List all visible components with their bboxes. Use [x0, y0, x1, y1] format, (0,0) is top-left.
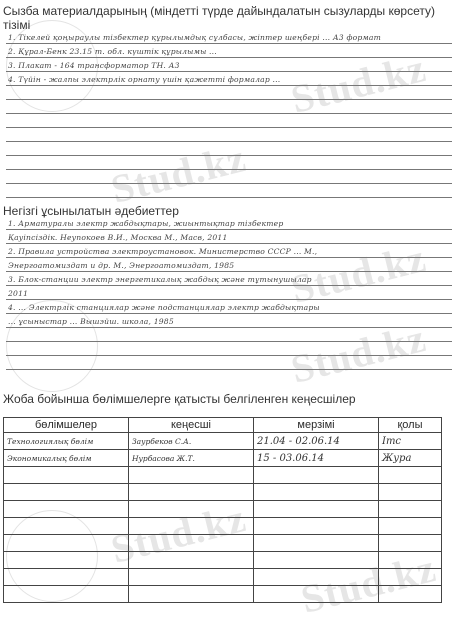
- ruled-line: [6, 300, 452, 314]
- watermark-text: Stud.kz: [106, 495, 251, 572]
- table-row: [4, 433, 442, 450]
- ruled-line: [6, 272, 452, 286]
- table-cell: Технологиялық бөлім: [4, 433, 129, 450]
- handwritten-entry: 2011: [8, 289, 29, 298]
- column-header: кеңесші: [129, 418, 254, 433]
- ruled-line: [6, 86, 452, 100]
- watermark-text: Stud.kz: [296, 545, 441, 622]
- handwritten-entry: 3. Плакат - 164 трансформатор ТН. А3: [8, 61, 180, 70]
- consultants-heading: Жоба бойынша бөлімшелерге қатысты белгіленген кеңесшілер: [3, 392, 356, 406]
- literature-heading: Негізгі ұсынылатын әдебиеттер: [3, 204, 179, 218]
- heading-line: тізімі: [3, 18, 31, 32]
- ruled-line: [6, 286, 452, 300]
- table-row: [4, 518, 442, 535]
- column-header: мерзімі: [254, 418, 379, 433]
- ruled-line: [6, 30, 452, 44]
- ruled-line: [6, 44, 452, 58]
- ruled-line: [6, 314, 452, 328]
- consultants-table: [3, 417, 442, 603]
- ruled-line: [6, 128, 452, 142]
- ruled-line: [6, 72, 452, 86]
- signature-cell: Жура: [379, 450, 442, 467]
- table-row: [4, 501, 442, 518]
- table-row: [4, 450, 442, 467]
- table-cell: Экономикалық бөлім: [4, 450, 129, 467]
- column-header: бөлімшелер: [4, 418, 129, 433]
- table-row: [4, 569, 442, 586]
- handwritten-entry: 2. Правила устройства электроустановок. Министерство СССР ... М.,: [8, 247, 318, 256]
- ruled-line: [6, 142, 452, 156]
- drawings-list-heading: [3, 4, 435, 32]
- handwritten-entry: Қауіпсіздік. Неупокоев В.И., Москва М., Масв, 2011: [8, 233, 228, 242]
- column-header: қолы: [379, 418, 442, 433]
- table-header-row: [4, 418, 442, 433]
- ruled-line: [6, 244, 452, 258]
- watermark-text: Stud.kz: [286, 315, 431, 392]
- ruled-line: [6, 184, 452, 198]
- ruled-line: [6, 114, 452, 128]
- handwritten-entry: 4. ... Электрлік станциялар және подстанциялар электр жабдықтары: [8, 303, 320, 312]
- handwritten-entry: 1. Арматуралы электр жабдықтары, жиынтықтар тізбектер: [8, 219, 284, 228]
- ruled-line: [6, 170, 452, 184]
- ruled-line: [6, 342, 452, 356]
- table-cell: 21.04 - 02.06.14: [254, 433, 379, 450]
- handwritten-entry: Энергоатомиздат и др. М., Энергоатомиздат, 1985: [8, 261, 235, 270]
- ruled-line: [6, 258, 452, 272]
- table-cell: 15 - 03.06.14: [254, 450, 379, 467]
- literature-lines: [6, 216, 452, 370]
- watermark-text: Stud.kz: [106, 135, 251, 212]
- ruled-line: [6, 230, 452, 244]
- handwritten-entry: 2. Құрал-Бенк 23.15 т. обл. күштік құрылымы ...: [8, 47, 217, 56]
- ruled-line: [6, 216, 452, 230]
- table-cell: Заурбеков С.А.: [129, 433, 254, 450]
- ruled-line: [6, 58, 452, 72]
- ruled-line: [6, 328, 452, 342]
- watermark-text: Stud.kz: [286, 45, 431, 122]
- table-row: [4, 484, 442, 501]
- watermark-text: Stud.kz: [286, 235, 431, 312]
- table-cell: Нурбасова Ж.Т.: [129, 450, 254, 467]
- ruled-line: [6, 100, 452, 114]
- table-row: [4, 552, 442, 569]
- ruled-line: [6, 356, 452, 370]
- ruled-line: [6, 156, 452, 170]
- drawings-list-lines: [6, 30, 452, 198]
- handwritten-entry: 3. Блок-станции электр энергетикалық жабдық және тұтынушылар: [8, 275, 312, 284]
- handwritten-entry: 4. Түйін - жалпы электрлік орнату үшін қажетті формалар ...: [8, 75, 281, 84]
- signature-cell: Imc: [379, 433, 442, 450]
- heading-line: Сызба материалдарының (міндетті түрде дайындалатын сызуларды көрсету): [3, 4, 435, 18]
- table-row: [4, 467, 442, 484]
- table-row: [4, 535, 442, 552]
- handwritten-entry: ... ұсыныстар ... Вышэйш. школа, 1985: [8, 317, 174, 326]
- handwritten-entry: 1. Тікелей қоңыраулы тізбектер құрылымдық сұлбасы, жіптер шеңбері ... А3 формат: [8, 33, 382, 42]
